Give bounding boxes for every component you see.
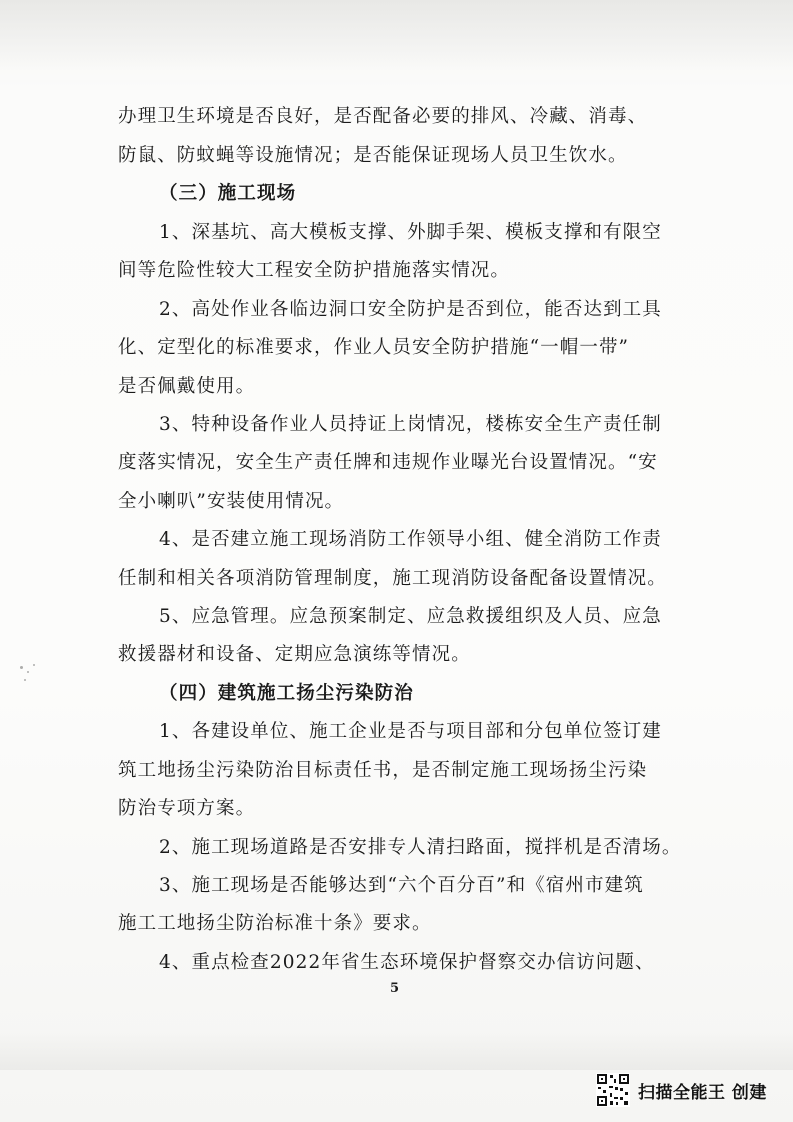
paragraph-line: 任制和相关各项消防管理制度，施工现消防设备配备设置情况。 <box>118 568 667 589</box>
paragraph-line: 4、重点检查2022年省生态环境保护督察交办信访问题、 <box>159 952 655 973</box>
qr-code-icon <box>596 1073 630 1107</box>
paragraph-line: 筑工地扬尘污染防治目标责任书，是否制定施工现场扬尘污染 <box>118 760 648 781</box>
paragraph-line: 防鼠、防蚊蝇等设施情况；是否能保证现场人员卫生饮水。 <box>118 145 628 166</box>
scan-speck <box>27 671 29 673</box>
paragraph-line: 防治专项方案。 <box>118 798 256 819</box>
scan-speck <box>24 679 26 681</box>
section-heading-3: （三）施工现场 <box>159 183 297 204</box>
paragraph-line: 间等危险性较大工程安全防护措施落实情况。 <box>118 260 511 281</box>
scanner-watermark <box>596 1072 767 1108</box>
watermark-label: 扫描全能王 创建 <box>638 1082 767 1103</box>
paragraph-line: 施工工地扬尘防治标准十条》要求。 <box>118 913 432 934</box>
paragraph-line: 3、施工现场是否能够达到“六个百分百”和《宿州市建筑 <box>159 875 644 896</box>
scan-shadow-bottom <box>0 1030 793 1070</box>
paragraph-line: 3、特种设备作业人员持证上岗情况，楼栋安全生产责任制 <box>159 414 662 435</box>
paragraph-line: 度落实情况，安全生产责任牌和违规作业曝光台设置情况。“安 <box>118 452 658 473</box>
paragraph-line: 全小喇叭”安装使用情况。 <box>118 491 345 512</box>
paragraph-line: 2、施工现场道路是否安排专人清扫路面，搅拌机是否清场。 <box>159 837 682 858</box>
paragraph-line: 5、应急管理。应急预案制定、应急救援组织及人员、应急 <box>159 606 662 627</box>
scan-speck <box>20 666 23 669</box>
paragraph-line: 4、是否建立施工现场消防工作领导小组、健全消防工作责 <box>159 529 662 550</box>
scan-shadow-top <box>0 0 793 70</box>
paragraph-line: 1、各建设单位、施工企业是否与项目部和分包单位签订建 <box>159 721 662 742</box>
paragraph-line: 化、定型化的标准要求，作业人员安全防护措施“一帽一带” <box>118 337 630 358</box>
scan-speck <box>33 664 35 666</box>
paragraph-line: 2、高处作业各临边洞口安全防护是否到位，能否达到工具 <box>159 299 662 320</box>
paragraph-line: 1、深基坑、高大模板支撑、外脚手架、模板支撑和有限空 <box>159 222 662 243</box>
paragraph-line: 救援器材和设备、定期应急演练等情况。 <box>118 644 471 665</box>
paragraph-line: 是否佩戴使用。 <box>118 376 256 397</box>
page-number: 5 <box>390 981 400 996</box>
paragraph-line: 办理卫生环境是否良好，是否配备必要的排风、冷藏、消毒、 <box>118 106 648 127</box>
section-heading-4: （四）建筑施工扬尘污染防治 <box>159 683 414 704</box>
